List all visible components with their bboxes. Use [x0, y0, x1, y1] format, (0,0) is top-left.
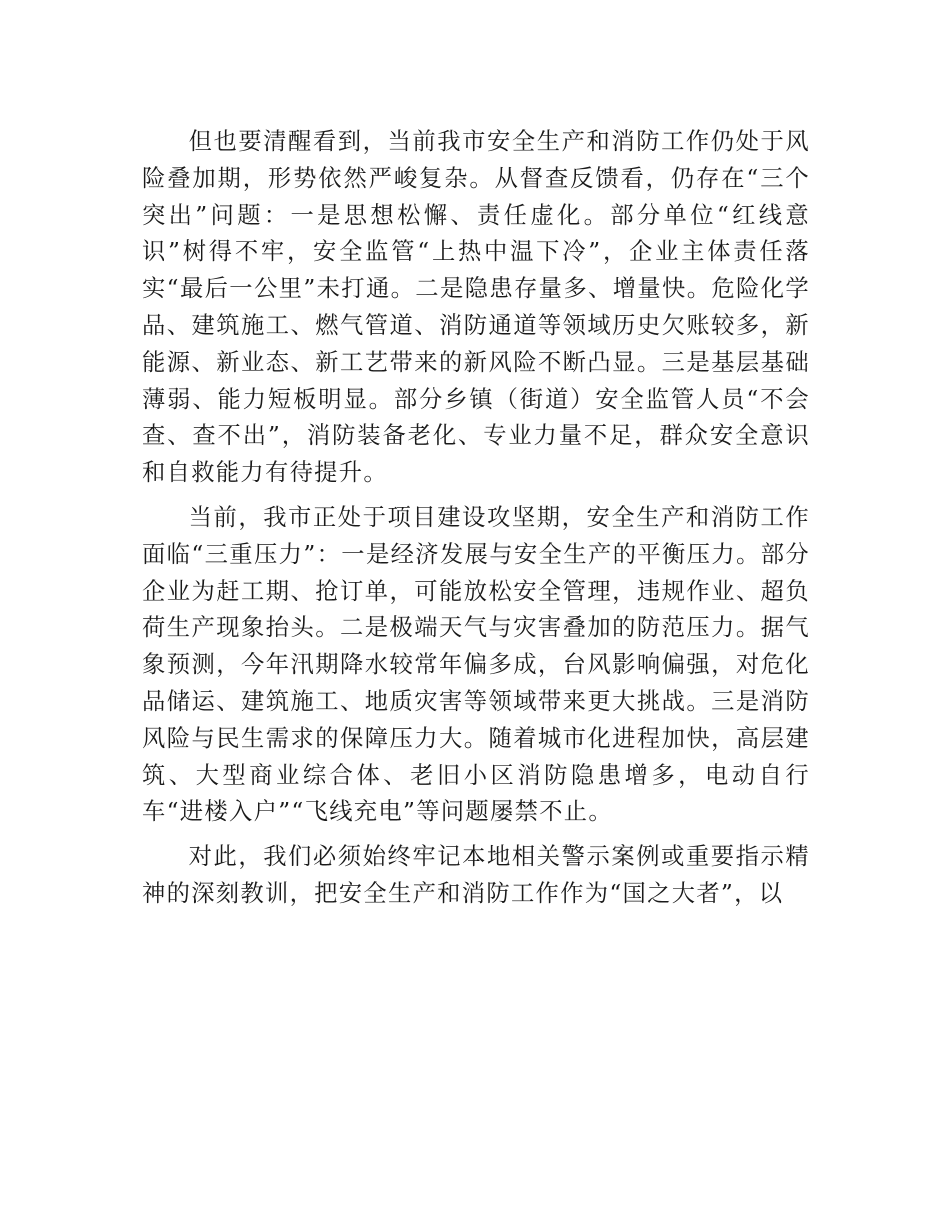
paragraph-three-pressures: 当前，我市正处于项目建设攻坚期，安全生产和消防工作面临“三重压力”：一是经济发展与安全生产的平衡压力。部分企业为赶工期、抢订单，可能放松安全管理，违规作业、超负荷生产现象抬头。二是极端天气与灾害叠加的防范压力。据气象预测，今年汛期降水较常年偏多成，台风影响偏强，对危化品储运、建筑施工、地质灾害等领域带来更大挑战。三是消防风险与民生需求的保障压力大。随着城市化进程加快，高层建筑、大型商业综合体、老旧小区消防隐患增多，电动自行车“进楼入户”“飞线充电”等问题屡禁不止。 — [142, 503, 810, 826]
paragraph-response: 对此，我们必须始终牢记本地相关警示案例或重要指示精神的深刻教训，把安全生产和消防工作作为“国之大者”，以 — [142, 843, 810, 907]
document-body — [142, 124, 810, 913]
paragraph-risk-situation: 但也要清醒看到，当前我市安全生产和消防工作仍处于风险叠加期，形势依然严峻复杂。从督查反馈看，仍存在“三个突出”问题：一是思想松懈、责任虚化。部分单位“红线意识”树得不牢，安全监管“上热中温下冷”，企业主体责任落实“最后一公里”未打通。二是隐患存量多、增量快。危险化学品、建筑施工、燃气管道、消防通道等领域历史欠账较多，新能源、新业态、新工艺带来的新风险不断凸显。三是基层基础薄弱、能力短板明显。部分乡镇（街道）安全监管人员“不会查、查不出”，消防装备老化、专业力量不足，群众安全意识和自救能力有待提升。 — [142, 128, 810, 487]
